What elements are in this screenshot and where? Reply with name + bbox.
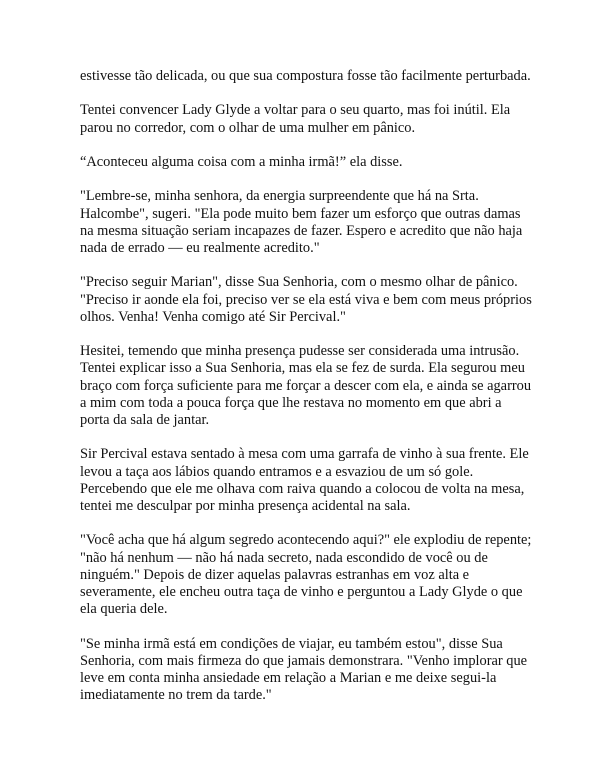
paragraph-8: "Você acha que há algum segredo acontecendo aqui?" ele explodiu de repente; "não há nenhum — não há nada secreto, nada escondido de você ou de ninguém." Depois de dizer aquelas palavras estranhas em voz alta e severamente, ele encheu outra taça de vinho e perguntou a Lady Glyde o que ela queria dele. <box>80 532 532 618</box>
paragraph-5: "Preciso seguir Marian", disse Sua Senhoria, com o mesmo olhar de pânico. "Preciso ir aonde ela foi, preciso ver se ela está viva e bem com meus próprios olhos. Venha! Venha comigo até Sir Percival." <box>80 274 532 325</box>
paragraph-9: "Se minha irmã está em condições de viajar, eu também estou", disse Sua Senhoria, com mais firmeza do que jamais demonstrara. "Venho implorar que leve em conta minha ansiedade em relação a Marian e me deixe segui-la imediatamente no trem da tarde." <box>80 635 528 704</box>
paragraph-7: Sir Percival estava sentado à mesa com uma garrafa de vinho à sua frente. Ele levou a taça aos lábios quando entramos e a esvaziou de um só gole. Percebendo que ele me olhava com raiva quando a colocou de volta na mesa, tentei me desculpar por minha presença acidental na sala. <box>80 446 529 514</box>
paragraph-3: “Aconteceu alguma coisa com a minha irmã!” ela disse. <box>80 153 403 170</box>
paragraph-6: Hesitei, temendo que minha presença pudesse ser considerada uma intrusão. Tentei explicar isso a Sua Senhoria, mas ela se fez de surda. Ela segurou meu braço com força suficiente para me forçar a descer com ela, e ainda se agarrou a mim com toda a pouca força que lhe restava no momento em que abri a porta da sala de jantar. <box>80 343 532 428</box>
paragraph-4: "Lembre-se, minha senhora, da energia surpreendente que há na Srta. Halcombe", sugeri. "Ela pode muito bem fazer um esforço que outras damas na mesma situação seriam incapazes de fazer. Espero e acredito que não haja nada de errado — eu realmente acredito." <box>80 188 523 256</box>
paragraph-2: Tentei convencer Lady Glyde a voltar para o seu quarto, mas foi inútil. Ela parou no corredor, com o olhar de uma mulher em pânico. <box>80 102 511 136</box>
document-body <box>80 68 532 704</box>
paragraph-1: estivesse tão delicada, ou que sua compostura fosse tão facilmente perturbada. <box>80 68 531 84</box>
